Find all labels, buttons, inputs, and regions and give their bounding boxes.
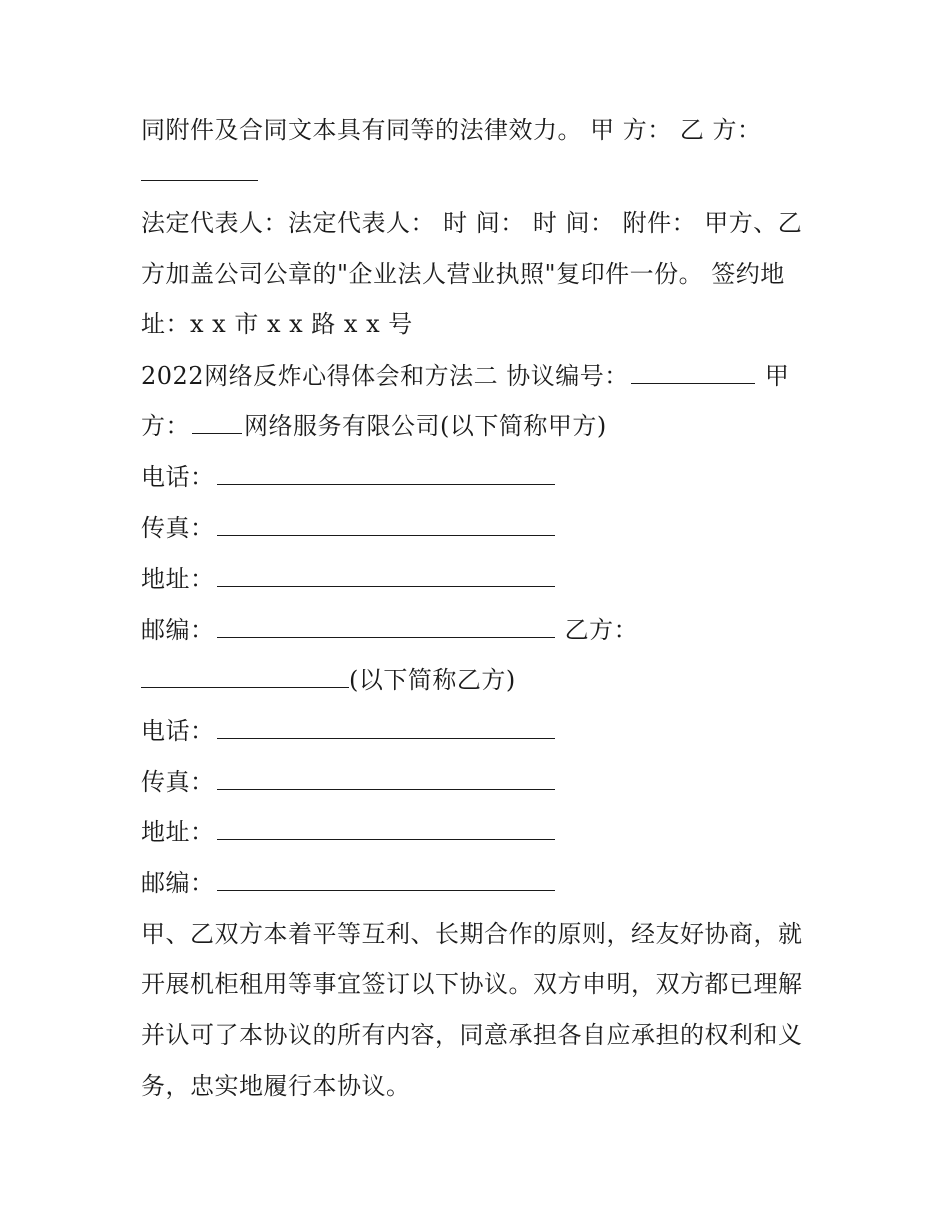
agreement-number-blank: [631, 361, 755, 384]
party-b-fax-label: 传真：: [141, 768, 215, 796]
party-a-postcode-line: [141, 615, 638, 645]
text-line-1: 同附件及合同文本具有同等的法律效力。 甲 方： 乙 方：: [141, 116, 762, 144]
text-line-3: 方加盖公司公章的"企业法人营业执照"复印件一份。 签约地: [141, 260, 785, 288]
party-b-postcode-label: 邮编：: [141, 869, 215, 897]
party-a-fax-blank: [217, 513, 555, 536]
party-a-postcode-blank: [217, 615, 555, 638]
party-a-fax-label: 传真：: [141, 514, 215, 542]
party-a-name-line: [141, 411, 607, 441]
party-b-postcode-line: [141, 868, 557, 898]
party-b-label: 乙方：: [564, 616, 639, 644]
text-line-body-3: 并认可了本协议的所有内容，同意承担各自应承担的权利和义: [141, 1021, 803, 1049]
text-line-body-4: 务，忠实地履行本协议。: [141, 1072, 411, 1100]
party-a-label-part2: 方：: [141, 412, 190, 440]
party-a-address-line: [141, 564, 557, 594]
party-b-address-label: 地址：: [141, 818, 215, 846]
text-line-4: 址：x x 市 x x 路 x x 号: [141, 310, 413, 338]
text-line-body-2: 开展机柜租用等事宜签订以下协议。双方申明，双方都已理解: [141, 970, 803, 998]
party-b-phone-line: [141, 716, 557, 746]
party-b-fax-line: [141, 767, 557, 797]
party-b-name-blank: [141, 665, 349, 688]
party-a-postcode-label: 邮编：: [141, 616, 215, 644]
party-a-company-text: 网络服务有限公司(以下简称甲方): [244, 412, 607, 440]
party-a-name-blank: [192, 411, 242, 434]
blank-underline: [141, 158, 258, 181]
party-a-phone-label: 电话：: [141, 463, 215, 491]
party-a-label-part: 甲: [764, 362, 790, 390]
party-b-phone-label: 电话：: [141, 717, 215, 745]
party-b-phone-blank: [217, 716, 555, 739]
party-a-phone-line: [141, 462, 557, 492]
party-b-name-line: [141, 665, 516, 695]
party-a-address-blank: [217, 564, 555, 587]
agreement-number-line: [141, 361, 789, 391]
party-b-fax-blank: [217, 767, 555, 790]
party-b-address-blank: [217, 817, 555, 840]
text-line-2: 法定代表人：法定代表人： 时 间： 时 间： 附件： 甲方、乙: [141, 209, 803, 237]
text-line-body-1: 甲、乙双方本着平等互利、长期合作的原则，经友好协商，就: [141, 920, 803, 948]
agreement-title-text: 2022网络反炸心得体会和方法二 协议编号：: [141, 362, 629, 390]
party-b-address-line: [141, 817, 557, 847]
party-b-name-text: (以下简称乙方): [349, 666, 516, 694]
party-b-postcode-blank: [217, 868, 555, 891]
signature-blank-line: [141, 158, 258, 188]
party-a-address-label: 地址：: [141, 565, 215, 593]
party-a-fax-line: [141, 513, 557, 543]
party-a-phone-blank: [217, 462, 555, 485]
